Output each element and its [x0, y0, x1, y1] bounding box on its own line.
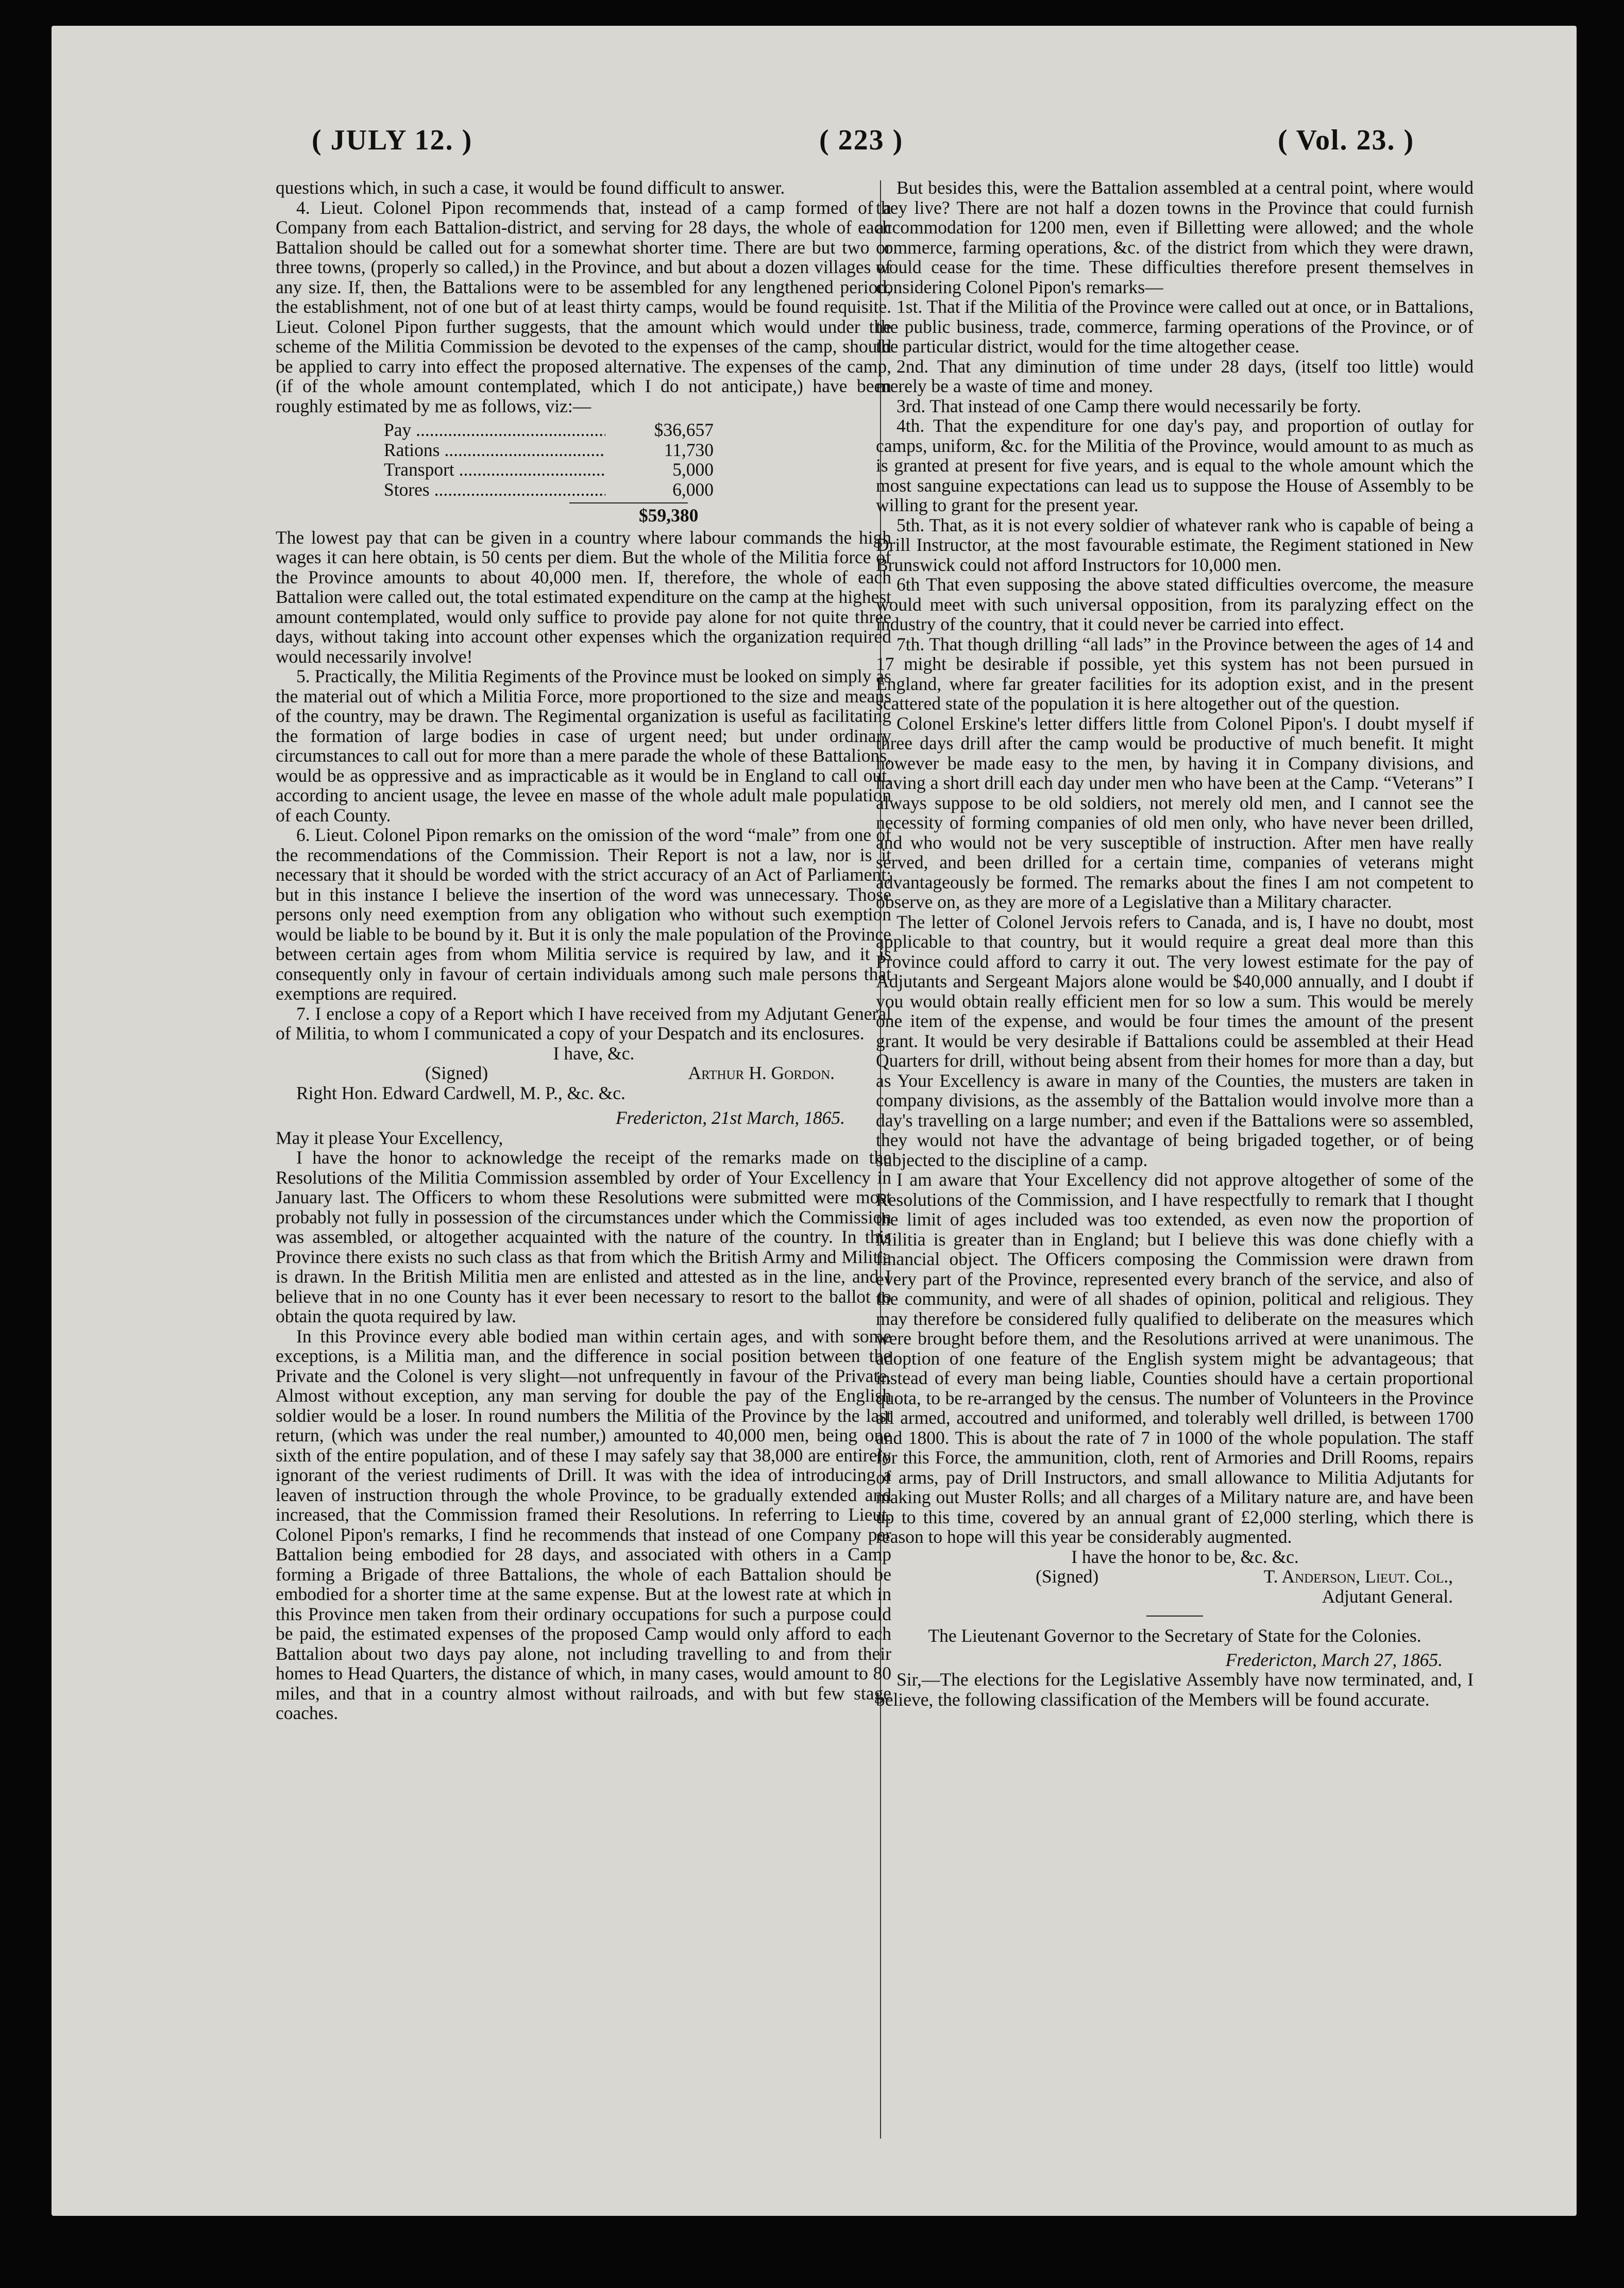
closing: I have the honor to be, &c. &c.	[1071, 1546, 1299, 1567]
expense-value: 11,730	[664, 439, 714, 460]
paragraph: 3rd. That instead of one Camp there would necessarily be forty.	[896, 395, 1362, 416]
signer-name: Arthur H. Gordon.	[688, 1063, 835, 1083]
paragraph: Sir,—The elections for the Legislative Assembly have now terminated, and, I believe, the following classification of the Members will be found accurate.	[876, 1669, 1474, 1710]
expense-value: $36,657	[654, 419, 714, 440]
paragraph: The lowest pay that can be given in a country where labour commands the high wages it can here obtain, is 50 cents per diem. But the whole of the Militia force of the Province amounts to about 40,000 men. If, therefore, the whole of each Battalion were called out, the total estimated expenditure on the camp at the highest amount contemplated, would only suffice to provide pay alone for not quite three days, without taking into account other expenses which the organization required would necessarily involve!	[276, 527, 891, 667]
signer-title: Adjutant General.	[1322, 1586, 1453, 1607]
signature-line	[276, 1063, 891, 1083]
expense-label: Pay .....	[384, 420, 605, 440]
page-header	[52, 124, 1577, 170]
total-rule	[569, 502, 688, 503]
paragraph: I have the honor to acknowledge the receipt of the remarks made on the Resolutions of the Militia Commission assembled by order of Your Excellency in January last. The Officers to whom these Resolutions were submitted were most probably not fully in possession of the circumstances under which the Commission was assembled, or altogether acquainted with the nature of the country. In this Province there exists no such class as that from which the British Army and Militia is drawn. In the British Militia men are enlisted and attested as in the line, and I believe that in no one County has it ever been necessary to resort to the ballot to obtain the quota required by law.	[276, 1147, 891, 1326]
expense-value: 6,000	[672, 479, 714, 500]
letter-heading: The Lieutenant Governor to the Secretary of State for the Colonies.	[928, 1625, 1422, 1646]
header-volume: ( Vol. 23. )	[1278, 124, 1415, 156]
paragraph: 2nd. That any diminution of time under 28 days, (itself too little) would merely be a waste of time and money.	[876, 356, 1474, 396]
dateline: Fredericton, March 27, 1865.	[1225, 1649, 1443, 1670]
expense-label: Transport .....	[384, 460, 605, 480]
paragraph: In this Province every able bodied man within certain ages, and with some exceptions, is a Militia man, and the difference in social position between the Private and the Colonel is very slight—not unfrequently in favour of the Private. Almost without exception, any man serving for double the pay of the English soldier would be a loser. In round numbers the Militia of the Province by the last return, (which was under the real number,) amounted to 40,000 men, being one sixth of the entire population, and of these I may safely say that 38,000 are entirely ignorant of the veriest rudiments of Drill. It was with the idea of introducing a leaven of instruction through the whole Province, to be gradually extended and increased, that the Commission framed their Resolutions. In referring to Lieut. Colonel Pipon's remarks, I find he recommends that instead of one Company per Battalion being embodied for 28 days, and associated with others in a Camp forming a Brigade of three Battalions, the whole of each Battalion should be embodied for a shorter time at the same expense. But at the lowest rate at which in this Province men taken from their ordinary occupations for such a purpose could be paid, the estimated expenses of the proposed Camp would only afford to each Battalion about two days pay alone, not including travelling to and from their homes to Head Quarters, the distance of which, in many cases, would amount to 80 miles, and that in a country almost without railroads, and with but few stage coaches.	[276, 1325, 891, 1723]
paragraph: But besides this, were the Battalion assembled at a central point, where would they live? There are not half a dozen towns in the Province that could furnish accommodation for 1200 men, even if Billetting were allowed; and the whole commerce, farming operations, &c. of the district from which they were drawn, would cease for the time. These difficulties therefore present themselves in considering Colonel Pipon's remarks—	[876, 177, 1474, 297]
paragraph: The letter of Colonel Jervois refers to Canada, and is, I have no doubt, most applicable to that country, but it would require a great deal more than this Province could afford to carry it out. The very lowest estimate for the pay of Adjutants and Sergeant Majors alone would be $40,000 annually, and I doubt if you would obtain really efficient men for so low a sum. This would be merely one item of the expense, and would be four times the amount of the present grant. It would be very desirable if Battalions could be assembled at their Head Quarters for drill, without being absent from their homes for more than a day, but as Your Excellency is aware in many of the Counties, the musters are taken in company divisions, as the assembly of the Battalion would involve more than a day's travelling on a large number; and even if the Battalions were so assembled, they would not have the advantage of being brigaded together, or of being subjected to the discipline of a camp.	[876, 911, 1474, 1170]
expense-row	[276, 480, 745, 500]
expense-row	[276, 440, 745, 460]
paragraph: 5th. That, as it is not every soldier of whatever rank who is capable of being a Drill Instructor, at the most favourable estimate, the Regiment stationed in New Brunswick could not afford Instructors for 10,000 men.	[876, 514, 1474, 575]
paragraph: 6. Lieut. Colonel Pipon remarks on the omission of the word “male” from one of the recommendations of the Commission. Their Report is not a law, nor is it necessary that it should be worded with the strict accuracy of an Act of Parliament; but in this instance I believe the insertion of the word was unnecessary. Those persons only need exemption from any obligation who without such exemption would be liable to be bound by it. But it is only the male population of the Province between certain ages from whom Militia service is required by law, and it is consequently only in favour of certain individuals among such male persons that exemptions are required.	[276, 825, 891, 1004]
salutation: May it please Your Excellency,	[276, 1127, 503, 1148]
signed-label: (Signed)	[1036, 1566, 1099, 1587]
paragraph: 7th. That though drilling “all lads” in the Province between the ages of 14 and 17 might be desirable if possible, yet this system has not been pursued in England, where far greater facilities for its adoption exist, and in the present scattered state of the population it is here altogether out of the question.	[876, 633, 1474, 714]
paragraph: 5. Practically, the Militia Regiments of the Province must be looked on simply as the material out of which a Militia Force, more proportioned to the size and means of the country, may be drawn. The Regimental organization is useful as facilitating the formation of large bodies in case of urgent need; but under ordinary circumstances to call out for more than a mere parade the whole of these Battalions, would be as oppressive and as impracticable as it would be in England to call out, according to ancient usage, the levee en masse of the whole adult male population of each County.	[276, 666, 891, 826]
paragraph: Colonel Erskine's letter differs little from Colonel Pipon's. I doubt myself if three days drill after the camp would be productive of much benefit. It might however be made easy to the men, by having it in Company divisions, and having a short drill each day under men who have been at the Camp. “Veterans” I always suppose to be old soldiers, not merely old men, and I cannot see the necessity of forming companies of old men only, who have never been drilled, and who would not be very susceptible of instruction. After men have really served, and been drilled for a certain time, companies of veterans might advantageously be formed. The remarks about the fines I am not competent to observe on, as they are more of a Legislative than a Military character.	[876, 713, 1474, 912]
paragraph: 6th That even supposing the above stated difficulties overcome, the measure would meet with such universal opposition, from its paralyzing effect on the industry of the country, that it could never be carried into effect.	[876, 574, 1474, 634]
section-rule	[1146, 1616, 1203, 1617]
signature-line	[876, 1567, 1474, 1587]
paragraph: 7. I enclose a copy of a Report which I have received from my Adjutant General of Militia, to whom I communicated a copy of your Despatch and its enclosures.	[276, 1003, 891, 1044]
expense-label: Stores .....	[384, 480, 605, 500]
paragraph: 4th. That the expenditure for one day's pay, and proportion of outlay for camps, uniform, &c. for the Militia of the Province, would amount to as much as is granted at present for five years, and is equal to the whole amount which the most sanguine expectations can lead us to suppose the House of Assembly to be willing to grant for the present year.	[876, 415, 1474, 515]
header-date: ( JULY 12. )	[312, 124, 473, 156]
left-column	[276, 178, 891, 1723]
paragraph: 4. Lieut. Colonel Pipon recommends that, instead of a camp formed of a Company from each Battalion-district, and serving for 28 days, the whole of each Battalion should be called out for a somewhat shorter time. There are but two or three towns, (properly so called,) in the Province, and but about a dozen villages of any size. If, then, the Battalions were to be assembled for any lengthened period, the establishment, not of one but of at least thirty camps, would be found requisite. Lieut. Colonel Pipon further suggests, that the amount which would under the scheme of the Militia Commission be devoted to the expenses of the camp, should be applied to carry into effect the proposed alternative. The expenses of the camp, (if of the whole amount contemplated, which I do not anticipate,) have been roughly estimated by me as follows, viz:—	[276, 197, 891, 416]
expense-value: 5,000	[672, 459, 714, 480]
expense-row	[276, 420, 745, 440]
right-column	[876, 178, 1474, 1709]
expense-label: Rations .....	[384, 440, 605, 460]
expense-row	[276, 460, 745, 480]
signer-name: T. Anderson, Lieut. Col.,	[1263, 1566, 1453, 1587]
expense-table	[276, 420, 891, 526]
header-page-number: ( 223 )	[819, 124, 904, 156]
paragraph: I am aware that Your Excellency did not approve altogether of some of the Resolutions of the Commission, and I have respectfully to remark that I thought the limit of ages included was too extended, as even now the proportion of Militia is greater than in England; but I believe this was done chiefly with a financial object. The Officers composing the Commission were drawn from every part of the Province, represented every branch of the service, and also of the community, and were of all shades of opinion, political and religious. They may therefore be considered fully qualified to deliberate on the measures which were brought before them, and the Resolutions arrived at were unanimous. The adoption of one feature of the English system might be advantageous; that instead of every man being liable, Counties should have a certain proportional quota, to be re-arranged by the census. The number of Volunteers in the Province all armed, accoutred and uniformed, and tolerably well drilled, is between 1700 and 1800. This is about the rate of 7 in 1000 of the whole population. The staff for this Force, the ammunition, cloth, rent of Armories and Drill Rooms, repairs of arms, pay of Drill Instructors, and small allowance to Militia Adjutants for making out Muster Rolls; and all charges of a Military nature are, and have been up to this time, covered by an annual grant of £2,000 sterling, which there is reason to hope will this year be considerably augmented.	[876, 1169, 1474, 1547]
paragraph: questions which, in such a case, it would be found difficult to answer.	[276, 177, 785, 198]
document-page	[52, 26, 1577, 2216]
closing: I have, &c.	[553, 1042, 635, 1064]
signed-label: (Signed)	[425, 1063, 488, 1083]
addressee: Right Hon. Edward Cardwell, M. P., &c. &c.	[296, 1082, 625, 1103]
expense-total: $59,380	[639, 505, 699, 526]
paragraph: 1st. That if the Militia of the Province were called out at once, or in Battalions, the public business, trade, commerce, farming operations of the Province, or of the particular district, would for the time altogether cease.	[876, 296, 1474, 357]
dateline: Fredericton, 21st March, 1865.	[616, 1107, 845, 1128]
